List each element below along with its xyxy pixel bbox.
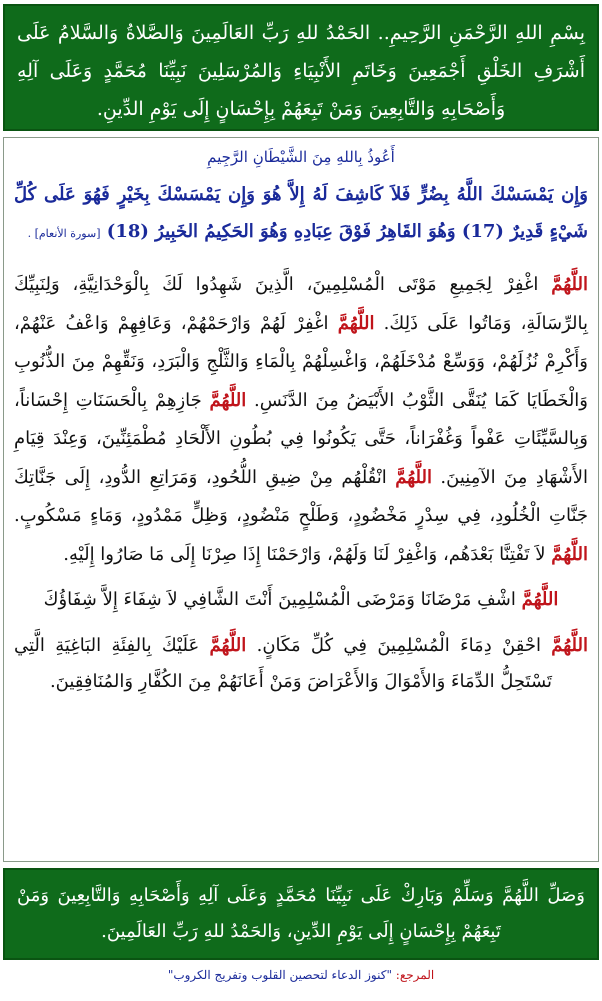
allahumma-6: اللَّهُمَّ [521, 589, 559, 610]
healing-dua [14, 580, 588, 620]
quran-verse [14, 176, 588, 252]
allahumma-4: اللَّهُمَّ [395, 466, 432, 488]
protection-part-2: عَلَيْكَ بِالفِئَةِ البَاغِيَةِ الَّتِي تَسْتَحِلُّ الدِّمَاءَ وَالأَمْوَالَ وَالأَعْرَاضَ وَمَنْ أَعَانَهُمْ مِنَ الكُفَّارِ وَالمُنَافِقِينَ. [14, 635, 553, 692]
allahumma-3: اللَّهُمَّ [209, 389, 247, 411]
verse-text: وَإِن يَمْسَسْكَ اللَّهُ بِضُرٍّ فَلاَ كَاشِفَ لَهُ إِلاَّ هُوَ وَإِن يَمْسَسْكَ بِخَيْرٍ فَهُوَ عَلَى كُلِّ شَيْءٍ قَدِيرٌ (17) وَهُوَ القَاهِرُ فَوْقَ عِبَادِهِ وَهُوَ الحَكِيمُ الخَبِيرُ (18) [14, 184, 588, 242]
protection-part-1: احْقِنْ دِمَاءَ الْمُسْلِمِينَ فِي كُلِّ مَكَانٍ. [246, 635, 552, 656]
source-reference [3, 968, 599, 982]
dua-paragraph [14, 266, 588, 574]
allahumma-5: اللَّهُمَّ [551, 543, 588, 565]
dua-part-2: اغْفِرْ لَهُمْ وَارْحَمْهُمْ، وَعَافِهِمْ وَاعْفُ عَنْهُمْ، وَأَكْرِمْ نُزُلَهُمْ، وَوَسِّعْ مُدْخَلَهُمْ، وَاغْسِلْهُمْ بِالْمَاءِ وَالثَّلْجِ وَالْبَرَدِ، وَنَقِّهِمْ مِنَ الذُّنُوبِ وَالْخَطَايَا كَمَا يُنَقَّى الثَّوْبُ الأَبْيَضُ مِنَ الدَّنَسِ. [14, 312, 589, 411]
dua-part-5: لاَ تَفْتِنَّا بَعْدَهُم، وَاغْفِرْ لَنَا وَلَهُمْ، وَارْحَمْنَا إِذَا صِرْنَا إِلَى مَا صَارُوا إِلَيْهِ. [63, 543, 552, 565]
allahumma-8: اللَّهُمَّ [209, 635, 247, 656]
allahumma-7: اللَّهُمَّ [551, 635, 589, 656]
opening-text: بِسْمِ اللهِ الرَّحْمَنِ الرَّحِيمِ.. الحَمْدُ للهِ رَبِّ العَالَمِينَ وَالصَّلاةُ وَالسَّلامُ عَلَى أَشْرَفِ الخَلْقِ أَجْمَعِينَ وَخَاتَمِ الأَنْبِيَاءِ وَالمُرْسَلِينَ نَبِيِّنَا مُحَمَّدٍ وَعَلَى آلِهِ وَأَصْحَابِهِ وَالتَّابِعِينَ وَمَنْ تَبِعَهُمْ بِإِحْسَانٍ إِلَى يَوْمِ الدِّينِ. [17, 22, 585, 120]
dua-part-1: اغْفِرْ لِجَمِيعِ مَوْتَى الْمُسْلِمِينَ، الَّذِينَ شَهِدُوا لَكَ بِالْوَحْدَانِيَّةِ، وَلِنَبِيِّكَ بِالرِّسَالَةِ، وَمَاتُوا عَلَى ذَلِكَ. [14, 274, 589, 334]
closing-panel [3, 868, 599, 960]
source-title: "كنوز الدعاء لتحصين القلوب وتفريج الكروب" [167, 968, 392, 982]
content-panel [3, 137, 599, 862]
allahumma-2: اللَّهُمَّ [337, 312, 375, 334]
allahumma-1: اللَّهُمَّ [551, 274, 588, 295]
protection-dua [14, 628, 588, 700]
opening-panel [3, 4, 599, 131]
healing-text: اشْفِ مَرْضَانَا وَمَرْضَى الْمُسْلِمِينَ أَنْتَ الشَّافِي لاَ شِفَاءَ إِلاَّ شِفَاؤُكَ [43, 589, 522, 610]
dua-part-4: انْقُلْهُم مِنْ ضِيقِ اللُّحُودِ، وَمَرَاتِعِ الدُّودِ، إِلَى جَنَّاتِكَ جَنَّاتِ الْخُلُودِ، فِي سِدْرٍ مَخْضُودٍ، وَطَلْحٍ مَنْضُودٍ، وَظِلٍّ مَمْدُودٍ، وَمَاءٍ مَسْكُوبٍ. [14, 466, 588, 526]
closing-text: وَصَلِّ اللَّهُمَّ وَسَلِّمْ وَبَارِكْ عَلَى نَبِيِّنَا مُحَمَّدٍ وَعَلَى آلِهِ وَأَصْحَابِهِ وَالتَّابِعِينَ وَمَنْ تَبِعَهُمْ بِإِحْسَانٍ إِلَى يَوْمِ الدِّينِ، وَالحَمْدُ للهِ رَبِّ العَالَمِينَ. [17, 885, 585, 942]
istiadha: أَعُوذُ بِاللهِ مِنَ الشَّيْطَانِ الرَّجِيمِ [207, 148, 395, 166]
surah-reference: [سورة الأنعام] . [27, 227, 101, 240]
source-label: المرجع: [391, 968, 435, 982]
dua-part-3: جَازِهِمْ بِالْحَسَنَاتِ إِحْسَاناً، وَبِالسَّيِّئَاتِ عَفْواً وَغُفْرَاناً، حَتَّى يَكُونُوا فِي بُطُونِ الأَلْحَادِ مُطْمَئِنِّينَ، وَعِنْدَ قِيَامِ الأَشْهَادِ مِنَ الآمِنِينَ. [14, 389, 589, 488]
